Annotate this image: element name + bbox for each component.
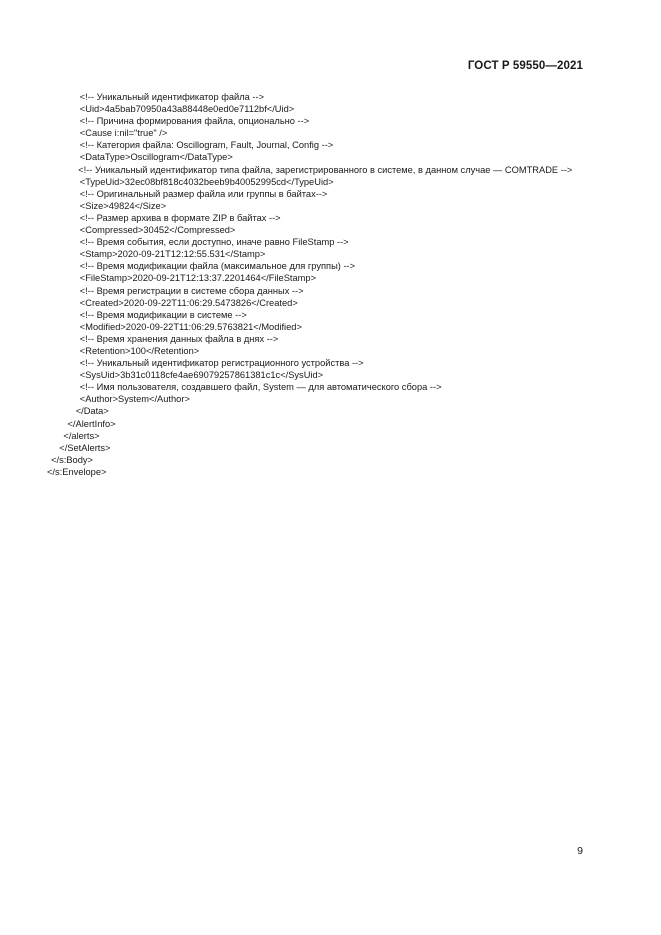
code-line: </s:Body>	[51, 454, 93, 465]
code-line: <!-- Время события, если доступно, иначе равно FileStamp -->	[79, 237, 349, 248]
code-line: </alerts>	[63, 430, 100, 441]
code-line: <SysUid>3b31c0118cfe4ae69079257861381c1c</SysUid>	[79, 370, 324, 381]
page-number: 9	[577, 845, 583, 857]
code-line: </s:Envelope>	[47, 466, 107, 477]
code-line: <!-- Причина формирования файла, опционально -->	[79, 116, 310, 127]
code-line: <Uid>4a5bab70950a43a88448e0ed0e7112bf</Uid>	[79, 104, 295, 115]
code-line: <TypeUid>32ec08bf818c4032beeb9b40052995cd</TypeUid>	[79, 176, 334, 187]
code-line: <!-- Оригинальный размер файла или группы в байтах-->	[79, 188, 328, 199]
code-line: <FileStamp>2020-09-21T12:13:37.2201464</FileStamp>	[79, 273, 316, 284]
code-line: <!-- Время хранения данных файла в днях -->	[79, 333, 279, 344]
code-line: <Stamp>2020-09-21T12:12:55.531</Stamp>	[79, 249, 266, 260]
code-line: <Modified>2020-09-22T11:06:29.5763821</Modified>	[79, 321, 302, 332]
code-line: </AlertInfo>	[67, 418, 116, 429]
code-line: <Size>49824</Size>	[79, 200, 167, 211]
code-line: <!-- Имя пользователя, создавшего файл, System — для автоматического сбора -->	[79, 382, 442, 393]
code-line: <!-- Время модификации файла (максимальное для группы) -->	[79, 261, 356, 272]
code-line: <Compressed>30452</Compressed>	[79, 225, 236, 236]
code-line: <!-- Уникальный идентификатор типа файла, зарегистрированного в системе, в данном случае — COMTRADE -->	[78, 164, 573, 175]
code-line: <Cause i:nil="true" />	[79, 128, 168, 139]
document-standard-header: ГОСТ Р 59550—2021	[467, 60, 583, 72]
code-line: <!-- Категория файла: Oscillogram, Fault, Journal, Config -->	[79, 140, 334, 151]
code-line: <!-- Время регистрации в системе сбора данных -->	[79, 285, 304, 296]
code-line: <!-- Уникальный идентификатор файла -->	[79, 92, 265, 102]
code-line: <Retention>100</Retention>	[79, 345, 200, 356]
code-line: <!-- Время модификации в системе -->	[79, 309, 247, 320]
code-line: </SetAlerts>	[59, 442, 111, 453]
code-line: <Created>2020-09-22T11:06:29.5473826</Created>	[79, 297, 298, 308]
code-line: </Data>	[75, 406, 109, 417]
code-line: <!-- Размер архива в формате ZIP в байтах -->	[79, 212, 281, 223]
code-line: <Author>System</Author>	[79, 394, 190, 405]
code-line: <DataType>Oscillogram</DataType>	[79, 152, 233, 163]
xml-code-listing	[47, 91, 607, 478]
code-line: <!-- Уникальный идентификатор регистрационного устройства -->	[79, 358, 364, 369]
